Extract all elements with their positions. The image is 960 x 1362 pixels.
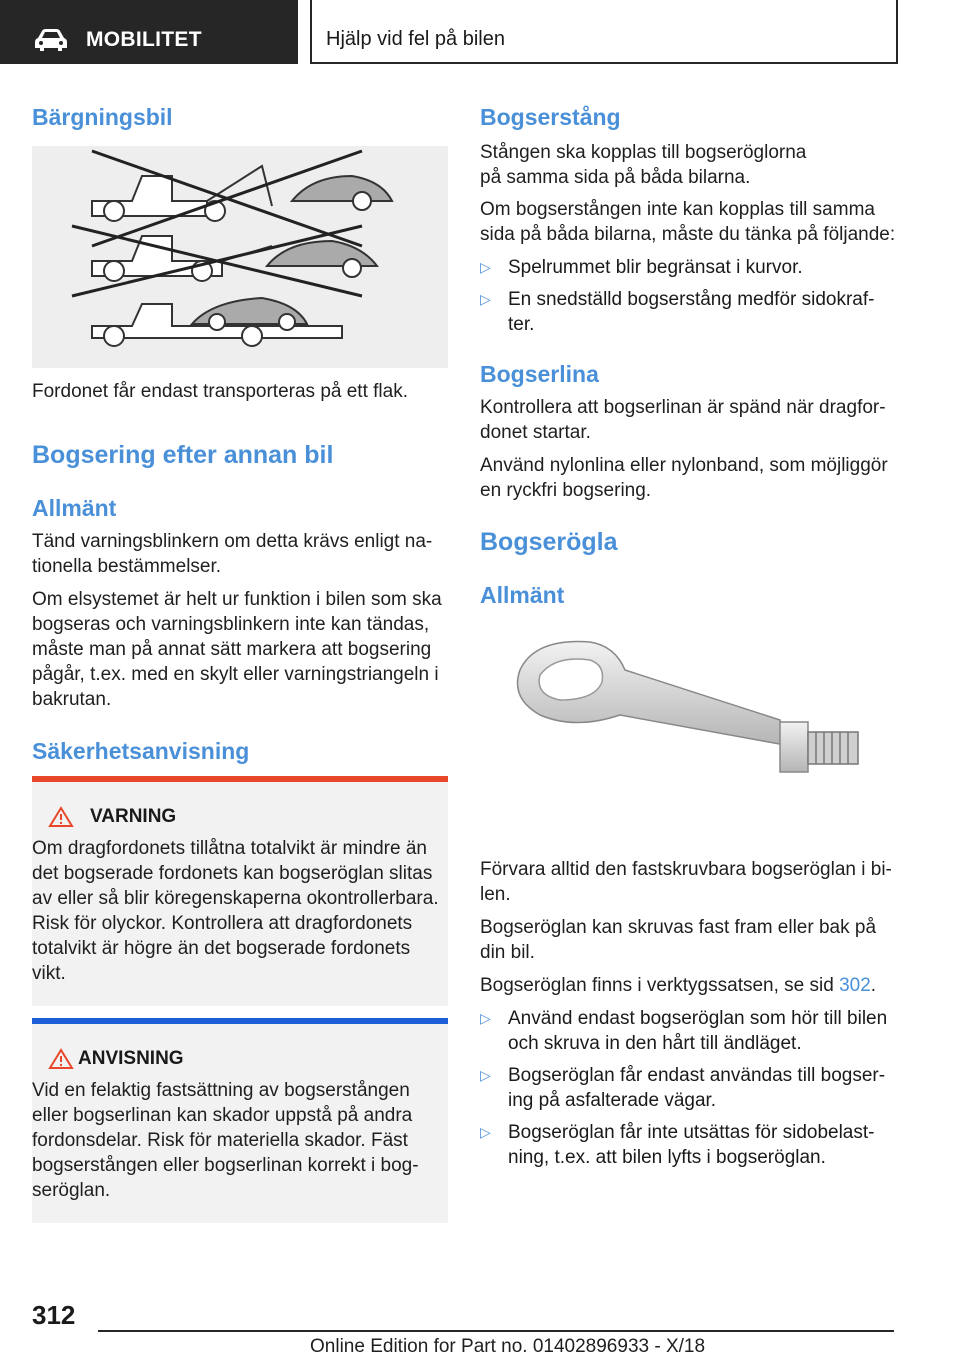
paragraph-lina-2 xyxy=(480,453,888,503)
bullet-triangle-icon: ▷ xyxy=(480,1010,491,1026)
page-header xyxy=(0,0,960,66)
warning-bar xyxy=(32,776,448,782)
page-number: 312 xyxy=(32,1300,76,1330)
text-line: Använd endast bogseröglan som hör till bilen xyxy=(508,1008,888,1029)
bullet-triangle-icon: ▷ xyxy=(480,1124,491,1140)
text-line: Om dragfordonets tillåtna totalvikt är mindre än xyxy=(32,838,427,859)
footer-divider xyxy=(98,1330,894,1332)
warning-title: VARNING xyxy=(90,806,177,827)
text-line: Bogseröglan kan skruvas fast fram eller bak på xyxy=(480,917,877,938)
text-line: Tänd varningsblinkern om detta krävs enligt na- xyxy=(32,531,433,552)
paragraph-ogla-3 xyxy=(480,973,876,998)
paragraph-stang-2 xyxy=(480,197,895,247)
paragraph-ogla-2 xyxy=(480,915,876,965)
paragraph-ogla-1 xyxy=(480,857,892,907)
text-line: totalvikt är högre än det bogserade fordonets xyxy=(32,938,411,959)
tow-truck-illustration xyxy=(32,146,448,368)
text-line: sida på båda bilarna, måste du tänka på följande: xyxy=(480,224,896,245)
notice-title: ANVISNING xyxy=(78,1048,184,1069)
text-line: Stången ska kopplas till bogseröglorna xyxy=(480,142,807,163)
text-line: seröglan. xyxy=(32,1180,111,1201)
chapter-tab[interactable] xyxy=(310,0,898,64)
warning-box xyxy=(32,776,448,1006)
heading-allmant: Allmänt xyxy=(32,495,117,521)
paragraph-hazard xyxy=(32,529,432,579)
text-line: på samma sida på båda bilarna. xyxy=(480,167,751,188)
heading-allmant-2: Allmänt xyxy=(480,582,565,608)
text-line: Om elsystemet är helt ur funktion i bilen som ska xyxy=(32,589,442,610)
text-line: Om bogserstången inte kan kopplas till samma xyxy=(480,199,875,220)
heading-bogsering: Bogsering efter annan bil xyxy=(32,441,334,469)
page-reference-link[interactable]: 302 xyxy=(839,975,871,996)
list-item-text xyxy=(508,1063,885,1113)
text-line: eller bogserlinan kan skador uppstå på andra xyxy=(32,1105,413,1126)
edition-note: Online Edition for Part no. 01402896933 - X/18 xyxy=(310,1336,706,1357)
text-line: bogseras och varningsblinkern inte kan tändas, xyxy=(32,614,430,635)
text-line: donet startar. xyxy=(480,422,591,443)
heading-bogserlina: Bogserlina xyxy=(480,361,599,387)
text-line: och skruva in den hårt till ändläget. xyxy=(508,1033,802,1054)
text-line: måste man på annat sätt markera att bogsering xyxy=(32,639,432,660)
text-span: Bogseröglan finns i verktygssatsen, se sid xyxy=(480,975,840,996)
text-line: ning, t.ex. att bilen lyfts i bogseröglan. xyxy=(508,1147,826,1168)
text-line: En snedställd bogserstång medför sidokraf- xyxy=(508,289,875,310)
text-line: Förvara alltid den fastskruvbara bogseröglan i bi- xyxy=(480,859,892,880)
list-item-text: Spelrummet blir begränsat i kurvor. xyxy=(508,257,803,278)
section-title: MOBILITET xyxy=(86,28,202,51)
section-tab[interactable] xyxy=(0,0,298,64)
list-item-text xyxy=(508,1120,874,1170)
paragraph-electric xyxy=(32,587,442,712)
heading-bogserstang: Bogserstång xyxy=(480,104,621,130)
towing-eye-illustration xyxy=(480,620,896,830)
text-line: bogserstången eller bogserlinan korrekt i bog- xyxy=(32,1155,419,1176)
text-line: det bogserade fordonets kan bogseröglan slitas xyxy=(32,863,433,884)
text-line: Kontrollera att bogserlinan är spänd när dragfor- xyxy=(480,397,886,418)
bullet-triangle-icon: ▷ xyxy=(480,291,491,307)
paragraph-stang-1 xyxy=(480,140,806,190)
text-line: ter. xyxy=(508,314,535,335)
text-line: tionella bestämmelser. xyxy=(32,556,222,577)
car-icon xyxy=(34,28,68,52)
text-line: Vid en felaktig fastsättning av bogserstången xyxy=(32,1080,410,1101)
text-line: bakrutan. xyxy=(32,689,112,710)
text-line: Bogseröglan får endast användas till bogser- xyxy=(508,1065,886,1086)
notice-bar xyxy=(32,1018,448,1024)
heading-sakerhet: Säkerhetsanvisning xyxy=(32,738,250,764)
text-line: Risk för olyckor. Kontrollera att dragfordonets xyxy=(32,913,413,934)
text-line: Använd nylonlina eller nylonband, som möjliggör xyxy=(480,455,888,476)
text-span: . xyxy=(870,975,877,996)
text-line: av eller så blir köregenskaperna okontrollerbara. xyxy=(32,888,439,909)
warning-triangle-icon xyxy=(48,806,74,828)
heading-bogserogla: Bogserögla xyxy=(480,528,618,556)
text-line: vikt. xyxy=(32,963,66,984)
list-item-text xyxy=(508,1006,887,1056)
text-line: Bogseröglan får inte utsättas för sidobelast- xyxy=(508,1122,875,1143)
list-item-text xyxy=(508,287,874,337)
chapter-title: Hjälp vid fel på bilen xyxy=(326,28,505,50)
text-line: ing på asfalterade vägar. xyxy=(508,1090,717,1111)
figure-caption: Fordonet får endast transporteras på ett flak. xyxy=(32,381,408,402)
heading-bargningsbil: Bärgningsbil xyxy=(32,104,173,130)
text-line: pågår, t.ex. med en skylt eller varningstriangeln i xyxy=(32,664,439,685)
notice-box xyxy=(32,1018,448,1223)
notice-text xyxy=(32,1078,419,1203)
warning-text xyxy=(32,836,439,986)
text-line: fordonsdelar. Risk för materiella skador. Fäst xyxy=(32,1130,408,1151)
notice-triangle-icon xyxy=(48,1048,74,1070)
towing-eye-figure xyxy=(480,620,896,830)
text-line: din bil. xyxy=(480,942,535,963)
text-line: en ryckfri bogsering. xyxy=(480,480,652,501)
towing-figure xyxy=(32,146,448,368)
text-line: len. xyxy=(480,884,511,905)
bullet-triangle-icon: ▷ xyxy=(480,1067,491,1083)
paragraph-lina-1 xyxy=(480,395,886,445)
bullet-triangle-icon: ▷ xyxy=(480,259,491,275)
